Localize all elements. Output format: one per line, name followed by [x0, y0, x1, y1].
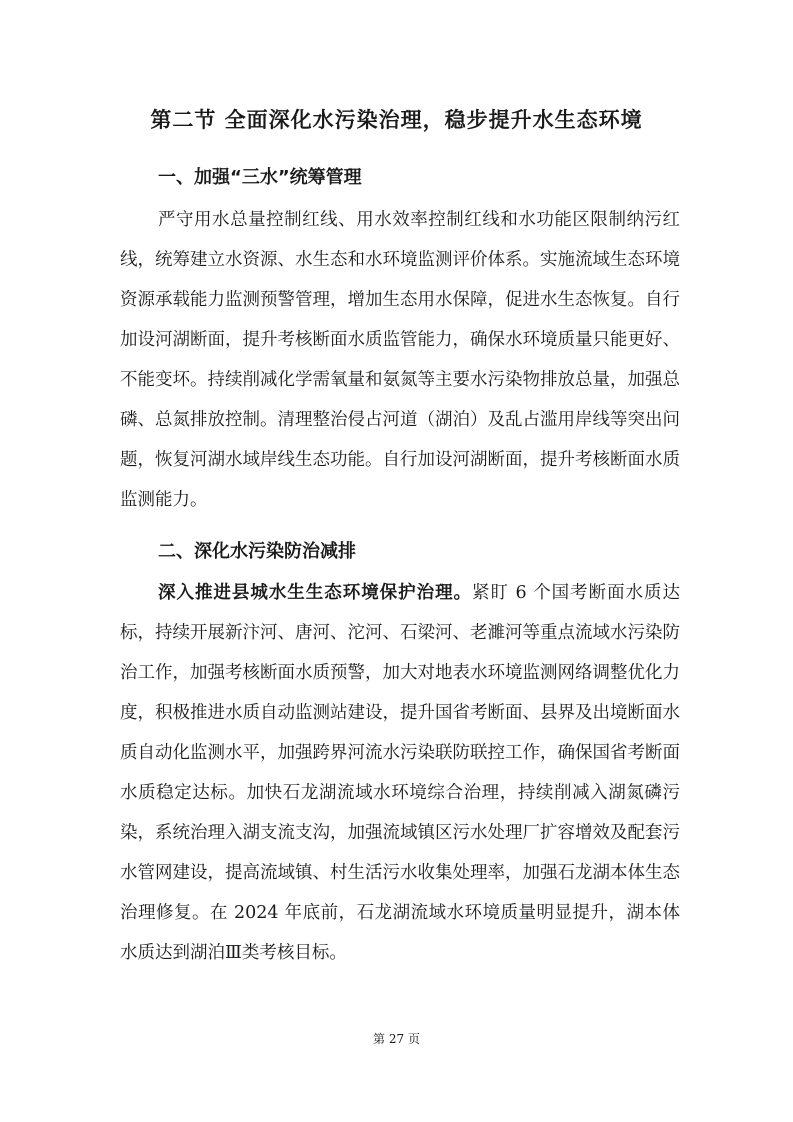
paragraph-pollution-control: [120, 573, 680, 973]
paragraph-lead-text: 深入推进县城水生生态环境保护治理。: [158, 583, 473, 603]
page-number: 第 27 页: [373, 1032, 420, 1046]
heading-strengthen-three-waters: 一、加强“三水”统筹管理: [158, 167, 362, 188]
paragraph-three-waters: 严守用水总量控制红线、用水效率控制红线和水功能区限制纳污红线，统筹建立水资源、水生态和水环境监测评价体系。实施流域生态环境资源承载能力监测预警管理，增加生态用水保障，促进水生态恢复。自行加设河湖断面，提升考核断面水质监管能力，确保水环境质量只能更好、不能变坏。持续削减化学需氧量和氨氮等主要水污染物排放总量，加强总磷、总氮排放控制。清理整治侵占河道（湖泊）及乱占滥用岸线等突出问题，恢复河湖水域岸线生态功能。自行加设河湖断面，提升考核断面水质监测能力。: [120, 210, 680, 510]
section-title: 第二节 全面深化水污染治理，稳步提升水生态环境: [150, 108, 643, 132]
heading-deepen-pollution-control: 二、深化水污染防治减排: [158, 541, 356, 562]
paragraph-body-text: 紧盯 6 个国考断面水质达标，持续开展新汴河、唐河、沱河、石梁河、老濉河等重点流域水污染防治工作，加强考核断面水质预警，加大对地表水环境监测网络调整优化力度，积极推进水质自动监测站建设，提升国省考断面、县界及出境断面水质自动化监测水平，加强跨界河流水污染联防联控工作，确保国省考断面水质稳定达标。加快石龙湖流域水环境综合治理，持续削减入湖氮磷污染，系统治理入湖支流支沟，加强流域镇区污水处理厂扩容增效及配套污水管网建设，提高流域镇、村生活污水收集处理率，加强石龙湖本体生态治理修复。在 2024 年底前，石龙湖流域水环境质量明显提升，湖本体水质达到湖泊Ⅲ类考核目标。: [120, 583, 681, 963]
